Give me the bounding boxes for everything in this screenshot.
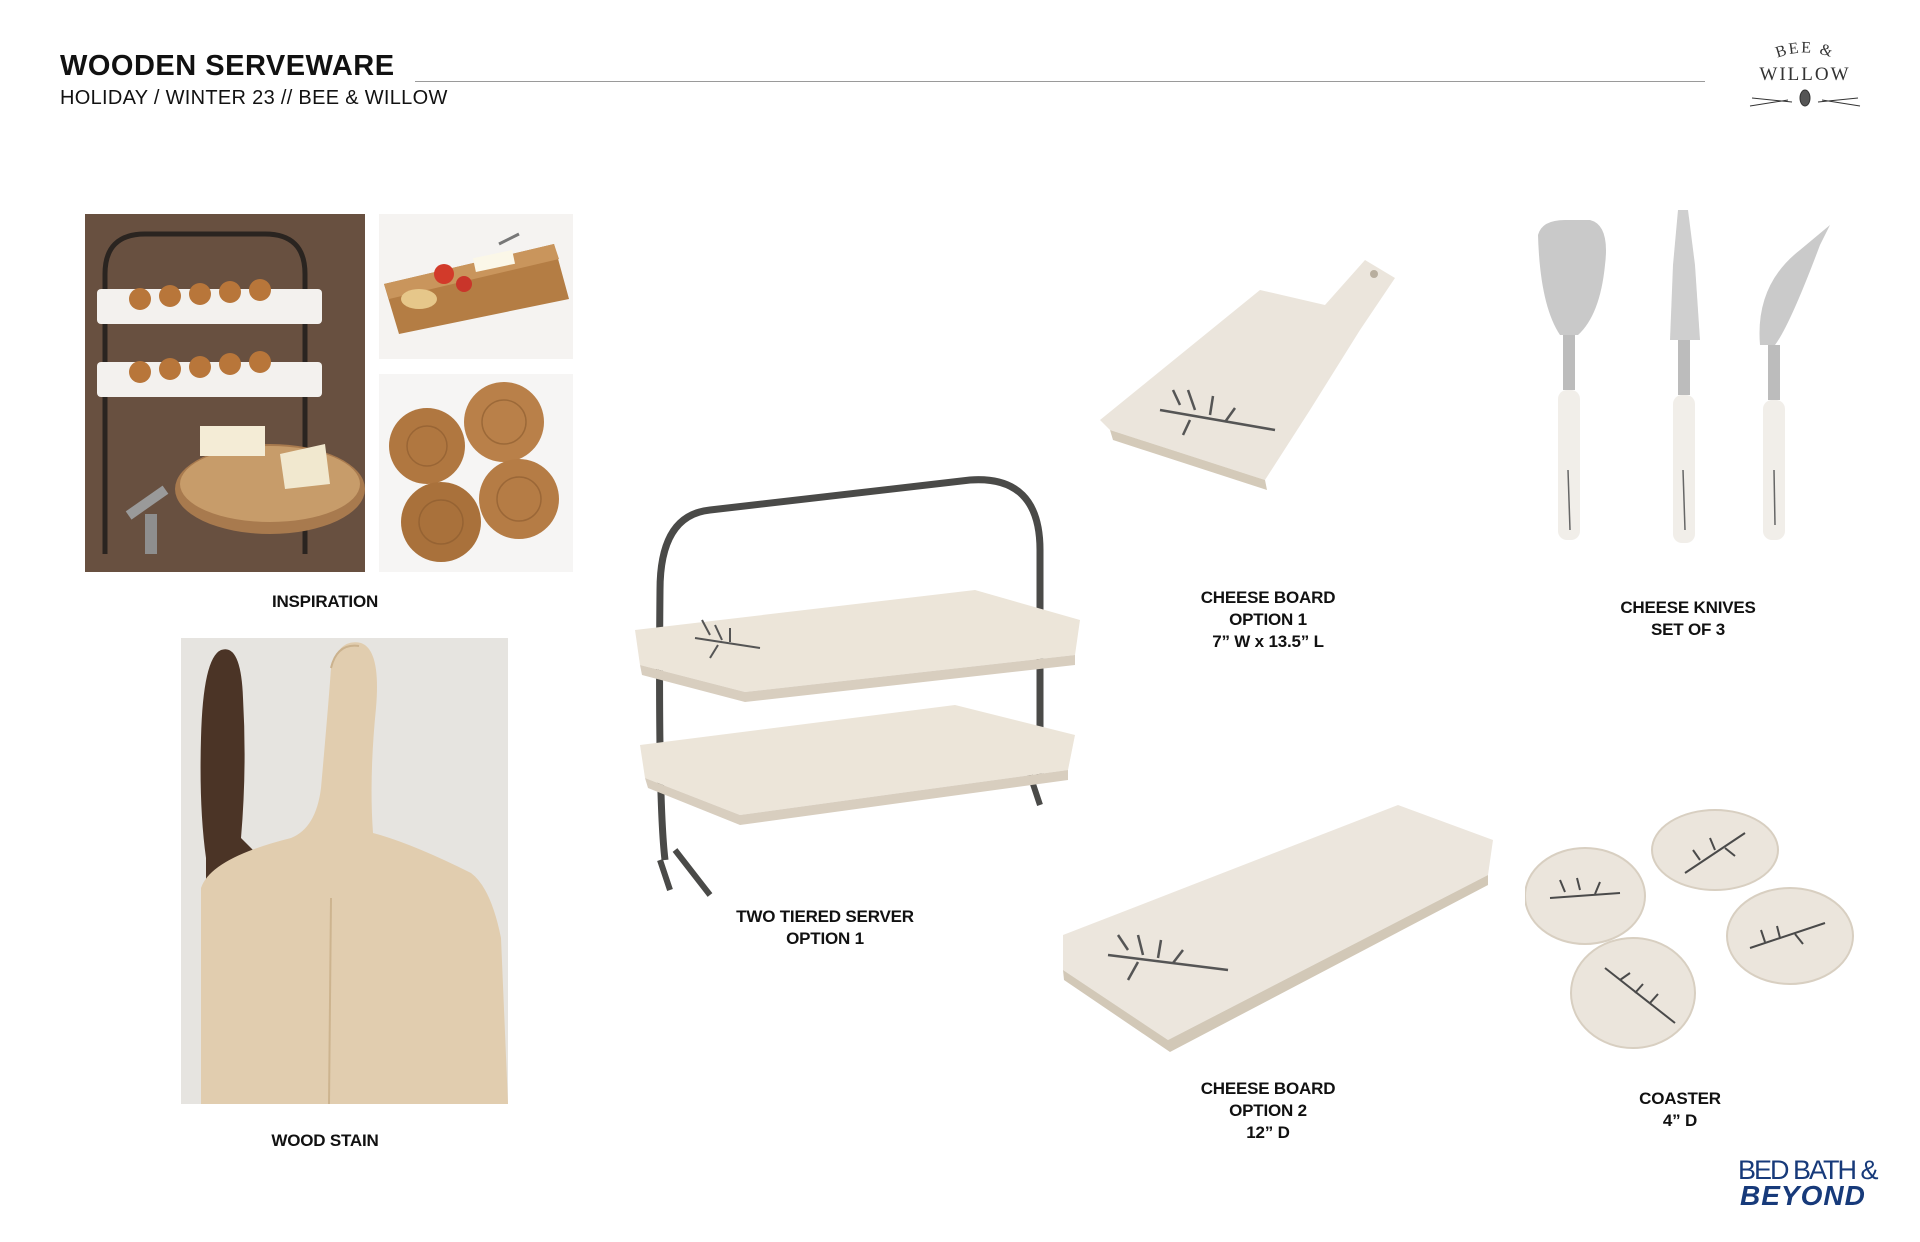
wood-stain-photo [181,638,508,1104]
caption-cheese-knives [1563,597,1813,641]
two-tiered-server-image [630,470,1090,905]
caption-board2-line1: CHEESE BOARD [1200,1079,1336,1098]
caption-coaster-line2: 4” D [1662,1111,1698,1130]
svg-text:BEE & [1774,39,1837,61]
logo-line2: WILLOW [1759,64,1851,85]
inspiration-photo-tiered-tray [85,214,365,572]
caption-board2-line3: 12” D [1246,1123,1290,1142]
caption-wood-stain: WOOD STAIN [271,1131,379,1150]
bbb-logo-line1: BED BATH & [1738,1155,1877,1185]
page-title: WOODEN SERVEWARE [60,50,395,82]
caption-inspiration: INSPIRATION [271,592,379,611]
caption-board2-line2: OPTION 2 [1229,1101,1307,1120]
bee-willow-logo [1730,30,1880,140]
caption-coaster [1555,1088,1805,1132]
caption-cheese-board-option2 [1143,1078,1393,1144]
bee-icon [1750,90,1860,106]
cheese-board-option1-image [1095,250,1435,530]
coaster-set-image [1525,808,1860,1058]
caption-cheese-board-option1 [1143,587,1393,653]
caption-board1-line2: OPTION 1 [1229,610,1307,629]
inspiration-photo-coasters [379,374,573,572]
caption-two-tiered-server [700,906,950,950]
caption-knives-line2: SET OF 3 [1651,620,1725,639]
caption-board1-line1: CHEESE BOARD [1200,588,1336,607]
caption-board1-line3: 7” W x 13.5” L [1212,632,1324,651]
header-divider [415,81,1705,82]
caption-knives-line1: CHEESE KNIVES [1620,598,1756,617]
page-subtitle: HOLIDAY / WINTER 23 // BEE & WILLOW [60,87,448,109]
cheese-board-option2-image [1058,800,1498,1060]
caption-server-line2: OPTION 1 [786,929,864,948]
inspiration-photo-board [379,214,573,359]
caption-server-line1: TWO TIERED SERVER [736,907,914,926]
bbb-logo-line2: BEYOND [1740,1180,1866,1211]
cheese-knives-image [1530,205,1840,565]
caption-coaster-line1: COASTER [1639,1089,1721,1108]
logo-line1: BEE & [1773,39,1837,62]
